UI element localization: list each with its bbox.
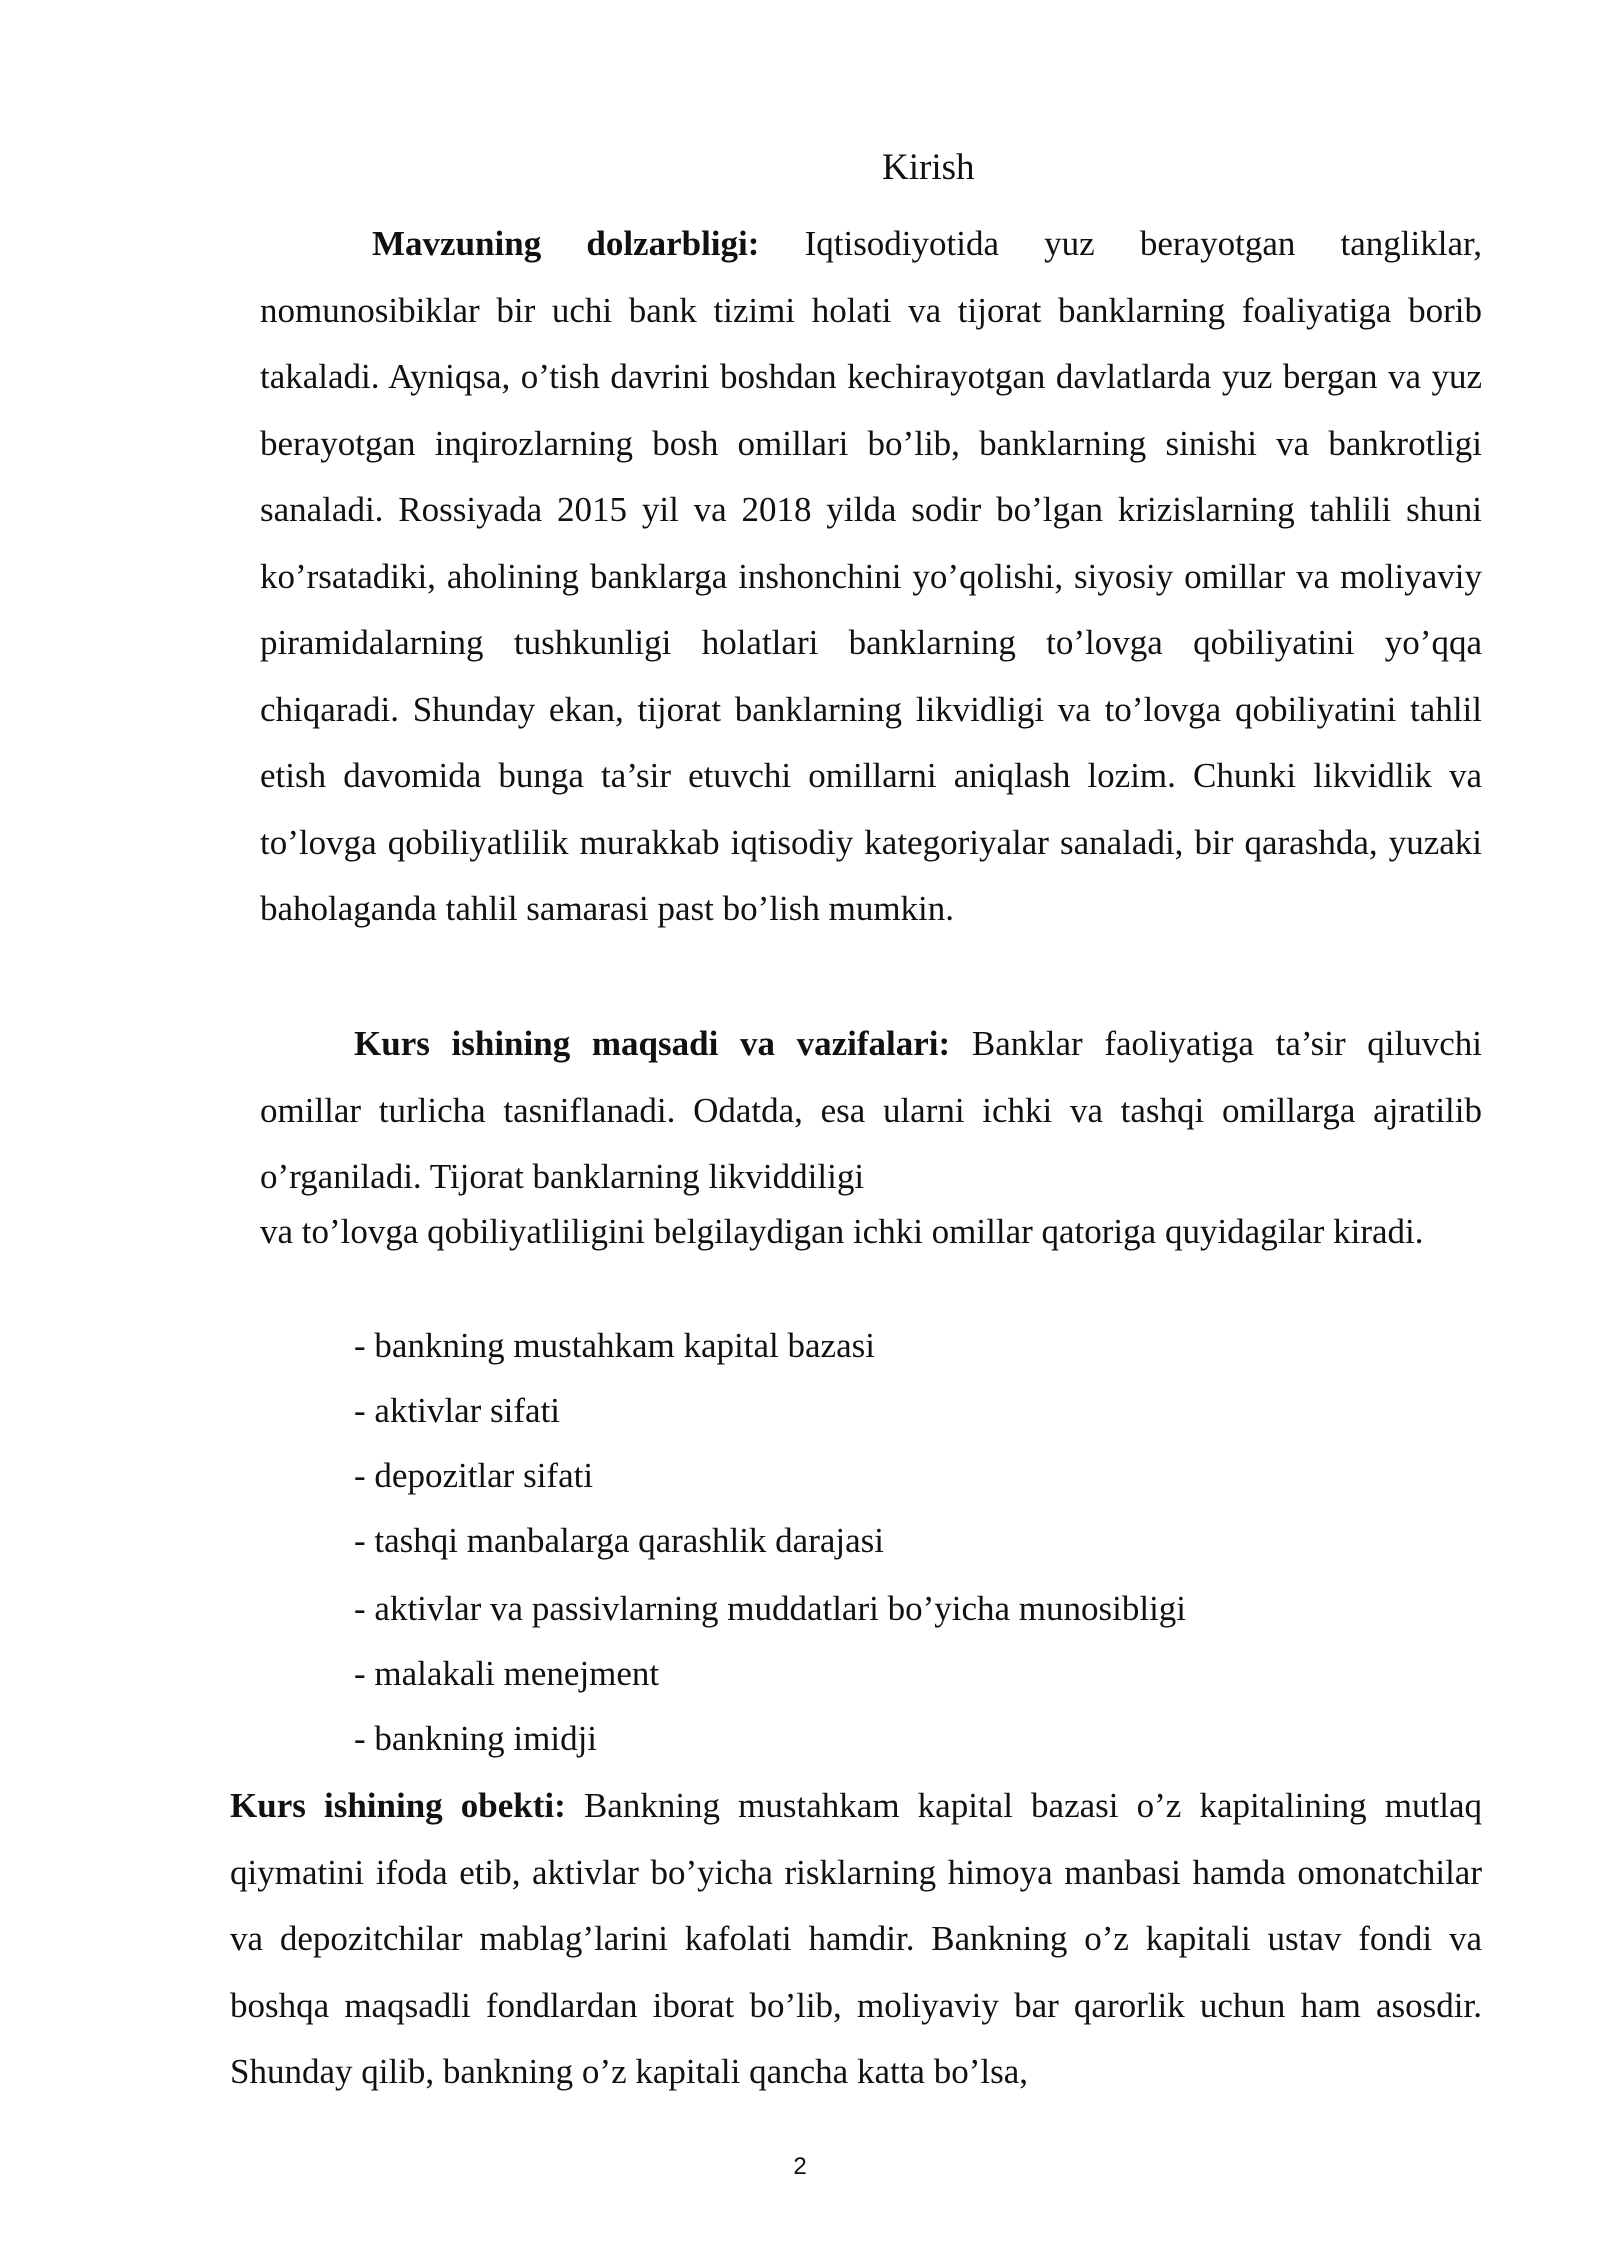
list-item: - aktivlar va passivlarning muddatlari bo’yicha munosibligi [354, 1589, 1187, 1628]
page-number: 2 [793, 2153, 807, 2180]
list-item: - malakali menejment [354, 1654, 660, 1693]
object-label: Kurs ishining obekti: [230, 1786, 566, 1825]
paragraph-object [230, 1773, 1482, 2106]
relevance-label: Mavzuning dolzarbligi: [372, 224, 760, 263]
list-item: - bankning imidji [354, 1719, 598, 1758]
list-item: - depozitlar sifati [354, 1456, 594, 1495]
list-item: - aktivlar sifati [354, 1391, 561, 1430]
page-heading: Kirish [882, 147, 975, 188]
internal-factors-list [354, 1322, 1186, 1780]
goals-label: Kurs ishining maqsadi va vazifalari: [354, 1024, 951, 1063]
list-item: - tashqi manbalarga qarashlik darajasi [354, 1521, 884, 1560]
object-text: Bankning mustahkam kapital bazasi o’z kapitalining mutlaq qiymatini ifoda etib, aktivlar bo’yicha risklarning himoya manbasi hamda omonatchilar va depozitchilar mablag’larini kafolati hamdir. Bankning o’z kapitali ustav fondi va boshqa maqsadli fondlardan iborat bo’lib, moliyaviy bar qarorlik uchun ham asosdir. Shunday qilib, bankning o’z kapitali qancha katta bo’lsa, [230, 1786, 1482, 2091]
relevance-text: Iqtisodiyotida yuz berayotgan tangliklar, nomunosibiklar bir uchi bank tizimi holati va tijorat banklarning foaliyatiga borib takaladi. Ayniqsa, o’tish davrini boshdan kechirayotgan davlatlarda yuz bergan va yuz berayotgan inqirozlarning bosh omillari bo’lib, banklarning sinishi va bankrotligi sanaladi. Rossiyada 2015 yil va 2018 yilda sodir bo’lgan krizislarning tahlili shuni ko’rsatadiki, aholining banklarga inshonchini yo’qolishi, siyosiy omillar va moliyaviy piramidalarning tushkunligi holatlari banklarning to’lovga qobiliyatini yo’qqa chiqaradi. Shunday ekan, tijorat banklarning likvidligi va to’lovga qobiliyatini tahlil etish davomida bunga ta’sir etuvchi omillarni aniqlash lozim. Chunki likvidlik va to’lovga qobiliyatlilik murakkab iqtisodiy kategoriyalar sanaladi, bir qarashda, yuzaki baholaganda tahlil samarasi past bo’lish mumkin. [260, 224, 1483, 928]
paragraph-relevance [260, 211, 1482, 943]
goals-text: Banklar faoliyatiga ta’sir qiluvchi omillar turlicha tasniflanadi. Odatda, esa ularni ichki va tashqi omillarga ajratilib o’rganiladi. Tijorat banklarning likviddiligi [260, 1024, 1482, 1196]
list-item: - bankning mustahkam kapital bazasi [354, 1326, 875, 1365]
paragraph-goals [260, 1011, 1482, 1211]
paragraph-goals-continuation: va to’lovga qobiliyatliligini belgilaydigan ichki omillar qatoriga quyidagilar kiradi. [260, 1212, 1424, 1251]
